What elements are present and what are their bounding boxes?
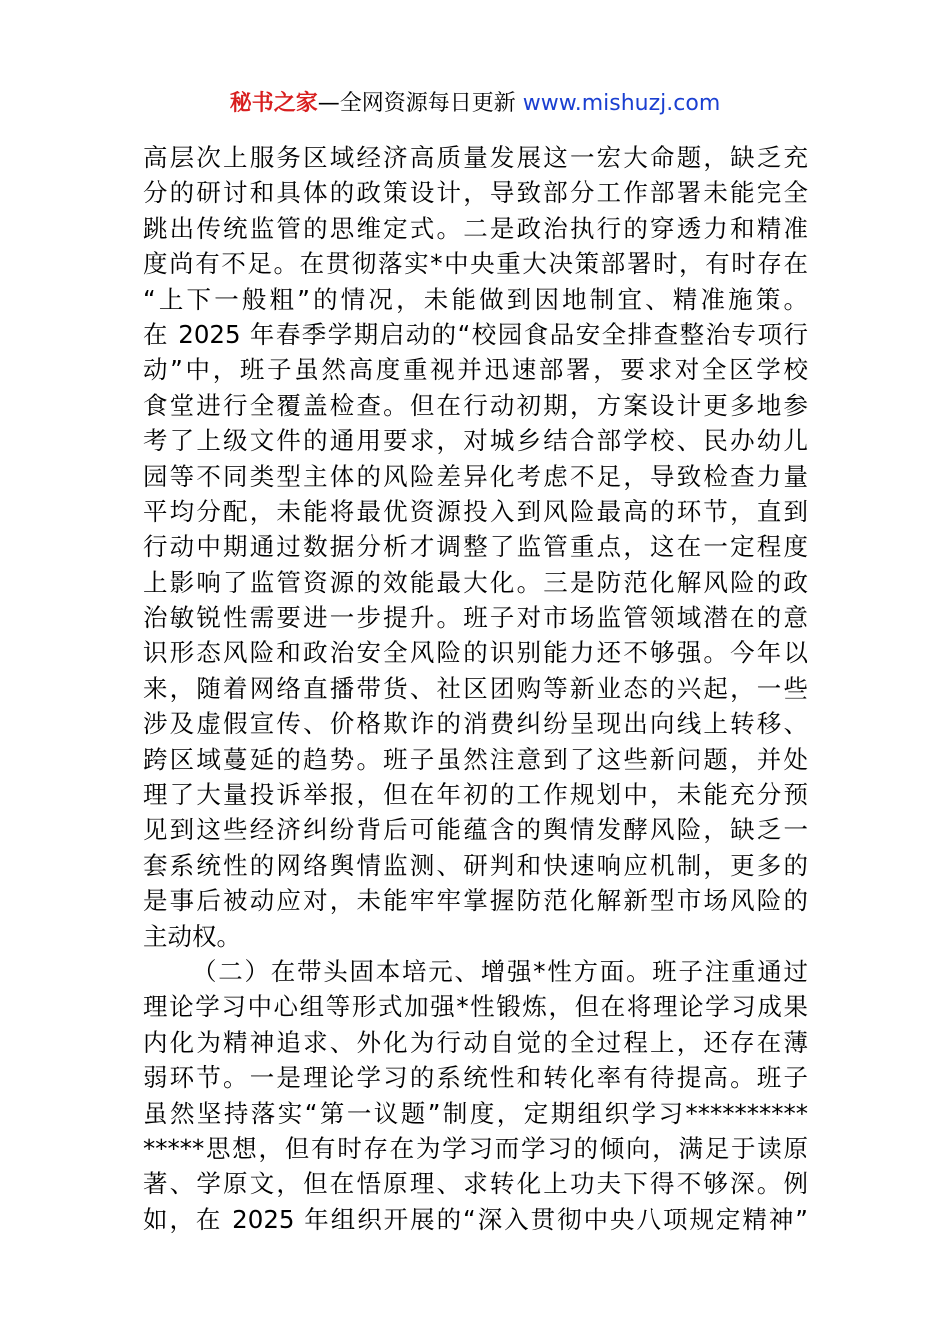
text-line: 在 2025 年春季学期启动的“校园食品安全排查整治专项行: [143, 319, 808, 349]
text-line: *****思想，但有时存在为学习而学习的倾向，满足于读原: [143, 1133, 808, 1163]
text-line: 动”中，班子虽然高度重视并迅速部署，要求对全区学校: [143, 355, 808, 385]
text-line: 跨区域蔓延的趋势。班子虽然注意到了这些新问题，并处: [143, 744, 808, 774]
text-line: 涉及虚假宣传、价格欺诈的消费纠纷呈现出向线上转移、: [143, 709, 808, 739]
text-line: 跳出传统监管的思维定式。二是政治执行的穿透力和精准: [143, 213, 808, 243]
paragraph-end-line: 主动权。: [143, 921, 241, 951]
text-line: 园等不同类型主体的风险差异化考虑不足，导致检查力量: [143, 461, 808, 491]
text-line: 来，随着网络直播带货、社区团购等新业态的兴起，一些: [143, 673, 808, 703]
text-line: 内化为精神追求、外化为行动自觉的全过程上，还存在薄: [143, 1027, 808, 1057]
text-line: 理论学习中心组等形式加强*性锻炼，但在将理论学习成果: [143, 992, 808, 1022]
document-body: [143, 140, 808, 1237]
text-line: “上下一般粗”的情况，未能做到因地制宜、精准施策。: [143, 284, 808, 314]
page-header: [0, 88, 950, 120]
text-line: 平均分配，未能将最优资源投入到风险最高的环节，直到: [143, 496, 808, 526]
text-line: 高层次上服务区域经济高质量发展这一宏大命题，缺乏充: [143, 143, 808, 172]
text-line: 理了大量投诉举报，但在年初的工作规划中，未能充分预: [143, 780, 808, 810]
text-line: 行动中期通过数据分析才调整了监管重点，这在一定程度: [143, 532, 808, 562]
text-line: 识形态风险和政治安全风险的识别能力还不够强。今年以: [143, 638, 808, 668]
text-line: 如，在 2025 年组织开展的“深入贯彻中央八项规定精神”: [143, 1204, 808, 1234]
header-slogan: 全网资源每日更新: [339, 91, 516, 116]
text-line: 弱环节。一是理论学习的系统性和转化率有待提高。班子: [143, 1063, 808, 1093]
text-line: 分的研讨和具体的政策设计，导致部分工作部署未能完全: [143, 178, 808, 208]
text-line: 度尚有不足。在贯彻落实*中央重大决策部署时，有时存在: [143, 249, 808, 279]
text-line: 考了上级文件的通用要求，对城乡结合部学校、民办幼儿: [143, 426, 808, 456]
header-separator: —: [317, 91, 340, 116]
text-line: 套系统性的网络舆情监测、研判和快速响应机制，更多的: [143, 850, 808, 880]
section-heading-line: （二）在带头固本培元、增强*性方面。班子注重通过: [192, 956, 808, 986]
text-line: 见到这些经济纠纷背后可能蕴含的舆情发酵风险，缺乏一: [143, 815, 808, 845]
text-line: 上影响了监管资源的效能最大化。三是防范化解风险的政: [143, 567, 808, 597]
text-line: 著、学原文，但在悟原理、求转化上功夫下得不够深。例: [143, 1169, 808, 1199]
brand-name: 秘书之家: [229, 91, 318, 116]
text-line: 食堂进行全覆盖检查。但在行动初期，方案设计更多地参: [143, 390, 808, 420]
text-line: 治敏锐性需要进一步提升。班子对市场监管领域潜在的意: [143, 603, 808, 633]
website-link[interactable]: www.mishuzj.com: [522, 91, 721, 116]
text-line: 是事后被动应对，未能牢牢掌握防范化解新型市场风险的: [143, 886, 808, 916]
text-line: 虽然坚持落实“第一议题”制度，定期组织学习**********: [143, 1098, 808, 1128]
